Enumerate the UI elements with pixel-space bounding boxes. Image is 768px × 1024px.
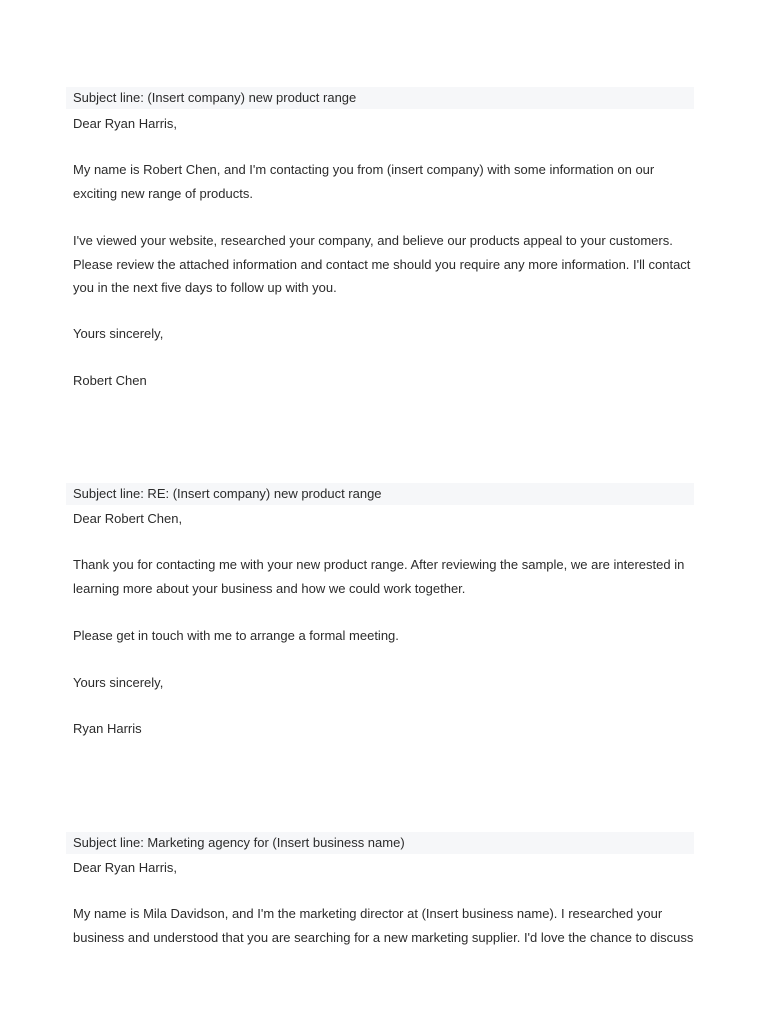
body-line: I've viewed your website, researched your company, and believe our products appeal to your customers. xyxy=(73,233,673,248)
body-line: Please get in touch with me to arrange a formal meeting. xyxy=(73,628,399,643)
body-paragraph xyxy=(73,158,698,205)
body-line: exciting new range of products. xyxy=(73,185,253,201)
body-paragraph xyxy=(73,902,698,949)
subject-line: Subject line: (Insert company) new product range xyxy=(66,87,694,109)
body-paragraph xyxy=(73,553,698,600)
greeting: Dear Robert Chen, xyxy=(73,511,183,526)
body-line: Please review the attached information and contact me should you require any more information. I'll contact xyxy=(73,256,691,272)
greeting: Dear Ryan Harris, xyxy=(73,116,178,131)
body-line: My name is Mila Davidson, and I'm the marketing director at (Insert business name). I researched your xyxy=(73,906,663,921)
body-line: learning more about your business and how we could work together. xyxy=(73,580,466,596)
closing: Yours sincerely, xyxy=(73,326,164,341)
body-line: business and understood that you are searching for a new marketing supplier. I'd love the chance to discuss xyxy=(73,929,694,945)
signature: Ryan Harris xyxy=(73,721,142,736)
signature: Robert Chen xyxy=(73,373,147,388)
closing: Yours sincerely, xyxy=(73,675,164,690)
subject-line: Subject line: RE: (Insert company) new product range xyxy=(66,483,694,505)
body-line: you in the next five days to follow up with you. xyxy=(73,280,337,295)
body-line: Thank you for contacting me with your new product range. After reviewing the sample, we are interested in xyxy=(73,557,685,572)
subject-line: Subject line: Marketing agency for (Insert business name) xyxy=(66,832,694,854)
body-paragraph xyxy=(73,229,698,300)
body-paragraph xyxy=(73,624,698,648)
greeting: Dear Ryan Harris, xyxy=(73,860,178,875)
body-line: My name is Robert Chen, and I'm contacting you from (insert company) with some information on our xyxy=(73,162,655,177)
